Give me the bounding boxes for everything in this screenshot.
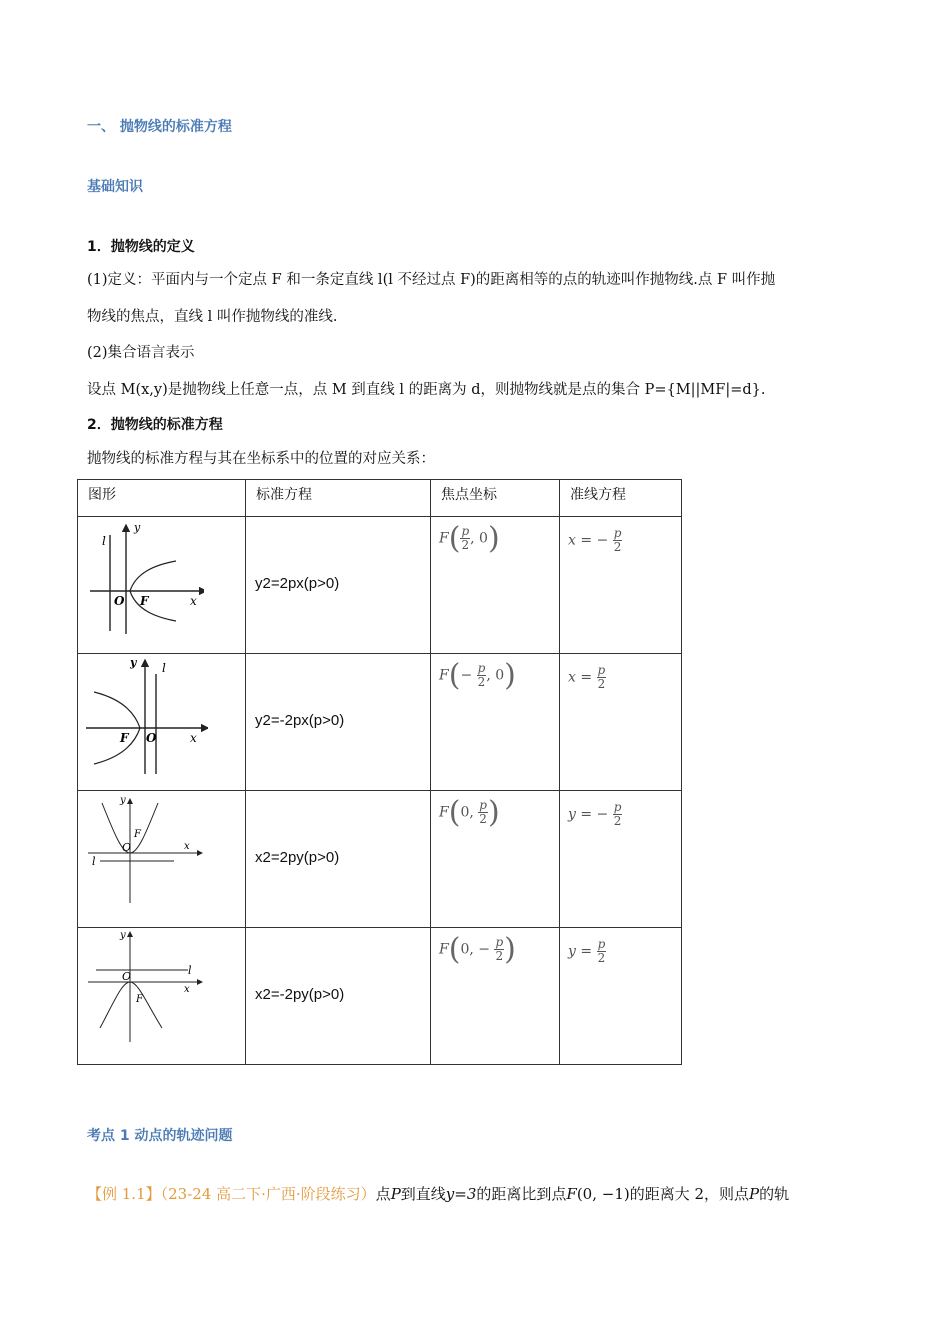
directrix-cell bbox=[560, 654, 682, 791]
focus-coordinate: F( $\frac{p}{2}$ , 0) bbox=[439, 521, 500, 556]
example-text: 点 bbox=[375, 1185, 391, 1203]
directrix-sign: = − bbox=[580, 532, 609, 549]
frac-num: p bbox=[613, 800, 622, 814]
directrix-sign: = bbox=[580, 669, 593, 686]
focus-F: F bbox=[439, 667, 449, 684]
comma: , bbox=[469, 804, 474, 821]
equation-cell bbox=[246, 654, 431, 791]
zero: 0 bbox=[460, 804, 470, 821]
table-row bbox=[78, 791, 682, 928]
parabola-right-figure bbox=[84, 519, 204, 637]
directrix-var: y bbox=[568, 943, 576, 960]
fraction bbox=[613, 527, 623, 554]
item1-definition-line2: 物线的焦点，直线 l 叫作抛物线的准线. bbox=[87, 309, 338, 325]
parabola-left-figure bbox=[84, 656, 208, 780]
point-F: F bbox=[566, 1185, 577, 1203]
example-text: 的轨 bbox=[759, 1185, 790, 1203]
point-coords: (0, −1) bbox=[576, 1185, 630, 1203]
focus-label: F bbox=[134, 829, 141, 840]
focus-cell bbox=[431, 517, 560, 654]
equation-cell bbox=[246, 791, 431, 928]
table-header-row bbox=[78, 480, 682, 517]
frac-den: 2 bbox=[613, 540, 622, 554]
item1-title: 1．抛物线的定义 bbox=[87, 239, 195, 255]
header-focus: 焦点坐标 bbox=[431, 480, 560, 517]
item2-title: 2．抛物线的标准方程 bbox=[87, 417, 223, 433]
y-label: y bbox=[120, 930, 126, 941]
figure-cell bbox=[78, 791, 246, 928]
l-label: l bbox=[92, 855, 96, 868]
header-equation: 标准方程 bbox=[246, 480, 431, 517]
frac-den: 2 bbox=[461, 538, 470, 552]
fraction bbox=[478, 799, 488, 826]
comma: , bbox=[469, 941, 474, 958]
directrix-equation bbox=[568, 527, 622, 554]
comma: , bbox=[486, 667, 491, 684]
zero: 0 bbox=[460, 941, 470, 958]
frac-num: p bbox=[477, 661, 486, 675]
l-label: l bbox=[162, 661, 166, 675]
focus-cell bbox=[431, 791, 560, 928]
standard-equation: x2=-2py(p>0) bbox=[255, 986, 345, 1003]
frac-num: p bbox=[495, 935, 504, 949]
focus-label: F bbox=[136, 994, 143, 1005]
directrix-equation bbox=[568, 938, 606, 965]
fraction bbox=[613, 801, 623, 828]
origin-label: O bbox=[146, 731, 157, 745]
example-tag: 【例 1.1】（23-24 高二下·广西·阶段练习） bbox=[87, 1185, 376, 1203]
figure-cell bbox=[78, 517, 246, 654]
item2-intro: 抛物线的标准方程与其在坐标系中的位置的对应关系： bbox=[87, 451, 435, 467]
origin-label: O bbox=[114, 594, 125, 608]
focus-F: F bbox=[439, 530, 449, 547]
x-label: x bbox=[184, 841, 190, 852]
frac-num: p bbox=[613, 526, 622, 540]
origin-label: O bbox=[122, 841, 132, 854]
parabola-table bbox=[77, 479, 682, 1065]
frac-den: 2 bbox=[597, 677, 606, 691]
frac-num: p bbox=[597, 937, 606, 951]
focus-F: F bbox=[439, 804, 449, 821]
directrix-cell bbox=[560, 517, 682, 654]
table-row bbox=[78, 654, 682, 791]
frac-num: p bbox=[461, 524, 470, 538]
x-label: x bbox=[190, 731, 197, 745]
x-label: x bbox=[184, 984, 190, 995]
standard-equation: x2=2py(p>0) bbox=[255, 849, 340, 866]
fraction bbox=[477, 662, 487, 689]
fraction bbox=[597, 938, 607, 965]
frac-num: p bbox=[597, 663, 606, 677]
directrix-var: x bbox=[568, 532, 576, 549]
minus-sign: − bbox=[478, 941, 490, 958]
directrix-equation bbox=[568, 664, 606, 691]
subsection-basic-knowledge: 基础知识 bbox=[87, 179, 143, 195]
directrix-cell bbox=[560, 791, 682, 928]
header-directrix: 准线方程 bbox=[560, 480, 682, 517]
equation-cell bbox=[246, 517, 431, 654]
directrix-var: y bbox=[568, 806, 576, 823]
header-figure: 图形 bbox=[78, 480, 246, 517]
y-label: y bbox=[134, 521, 141, 534]
directrix-var: x bbox=[568, 669, 576, 686]
directrix-sign: = − bbox=[580, 806, 609, 823]
focus-coordinate: F(0, $\frac{p}{2}$ ) bbox=[439, 795, 500, 830]
table-row bbox=[78, 928, 682, 1065]
parabola-down-figure bbox=[84, 930, 208, 1048]
focus-cell bbox=[431, 928, 560, 1065]
focus-label: F bbox=[140, 594, 149, 608]
focus-cell bbox=[431, 654, 560, 791]
example-1-1 bbox=[87, 1184, 789, 1204]
point-P: P bbox=[749, 1185, 760, 1203]
item1-set-definition: 设点 M(x,y)是抛物线上任意一点，点 M 到直线 l 的距离为 d，则抛物线就是点的集合 P={M||MF|=d}. bbox=[87, 382, 766, 398]
l-label: l bbox=[102, 534, 106, 548]
frac-den: 2 bbox=[597, 951, 606, 965]
figure-cell bbox=[78, 928, 246, 1065]
parabola-up-figure bbox=[84, 793, 208, 911]
point-P: P bbox=[390, 1185, 401, 1203]
y-label: y bbox=[130, 656, 137, 669]
origin-label: O bbox=[122, 970, 132, 983]
fraction bbox=[494, 936, 504, 963]
l-label: l bbox=[188, 964, 192, 977]
example-text: 的距离大 2，则点 bbox=[629, 1185, 750, 1203]
item1-definition-line1: (1)定义：平面内与一个定点 F 和一条定直线 l(l 不经过点 F)的距离相等的点的轨迹叫作抛物线.点 F 叫作抛 bbox=[87, 272, 776, 288]
fraction bbox=[460, 525, 470, 552]
frac-num: p bbox=[479, 798, 487, 812]
frac-den: 2 bbox=[479, 812, 487, 826]
line-equation: y=3 bbox=[445, 1185, 477, 1203]
x-label: x bbox=[190, 594, 197, 608]
equation-cell bbox=[246, 928, 431, 1065]
section-title: 一、 抛物线的标准方程 bbox=[87, 119, 232, 135]
fraction bbox=[597, 664, 607, 691]
zero: 0 bbox=[495, 667, 505, 684]
frac-den: 2 bbox=[477, 675, 486, 689]
frac-den: 2 bbox=[613, 814, 622, 828]
zero: 0 bbox=[479, 530, 488, 547]
figure-cell bbox=[78, 654, 246, 791]
y-label: y bbox=[120, 795, 126, 806]
focus-coordinate: F(− $\frac{p}{2}$ , 0) bbox=[439, 658, 516, 693]
kaodian-title: 考点 1 动点的轨迹问题 bbox=[87, 1128, 233, 1144]
item1-set-language: (2)集合语言表示 bbox=[87, 345, 195, 361]
directrix-equation bbox=[568, 801, 622, 828]
comma: , bbox=[470, 530, 475, 547]
minus-sign: − bbox=[460, 667, 473, 684]
directrix-cell bbox=[560, 928, 682, 1065]
frac-den: 2 bbox=[495, 949, 504, 963]
table-row bbox=[78, 517, 682, 654]
standard-equation: y2=2px(p>0) bbox=[255, 575, 340, 592]
focus-coordinate: F(0, − $\frac{p}{2}$ ) bbox=[439, 932, 516, 967]
parabola-curve bbox=[100, 982, 162, 1028]
directrix-sign: = bbox=[580, 943, 593, 960]
example-text: 的距离比到点 bbox=[476, 1185, 567, 1203]
standard-equation: y2=-2px(p>0) bbox=[255, 712, 345, 729]
focus-F: F bbox=[439, 941, 449, 958]
example-text: 到直线 bbox=[400, 1185, 446, 1203]
focus-label: F bbox=[120, 731, 129, 745]
